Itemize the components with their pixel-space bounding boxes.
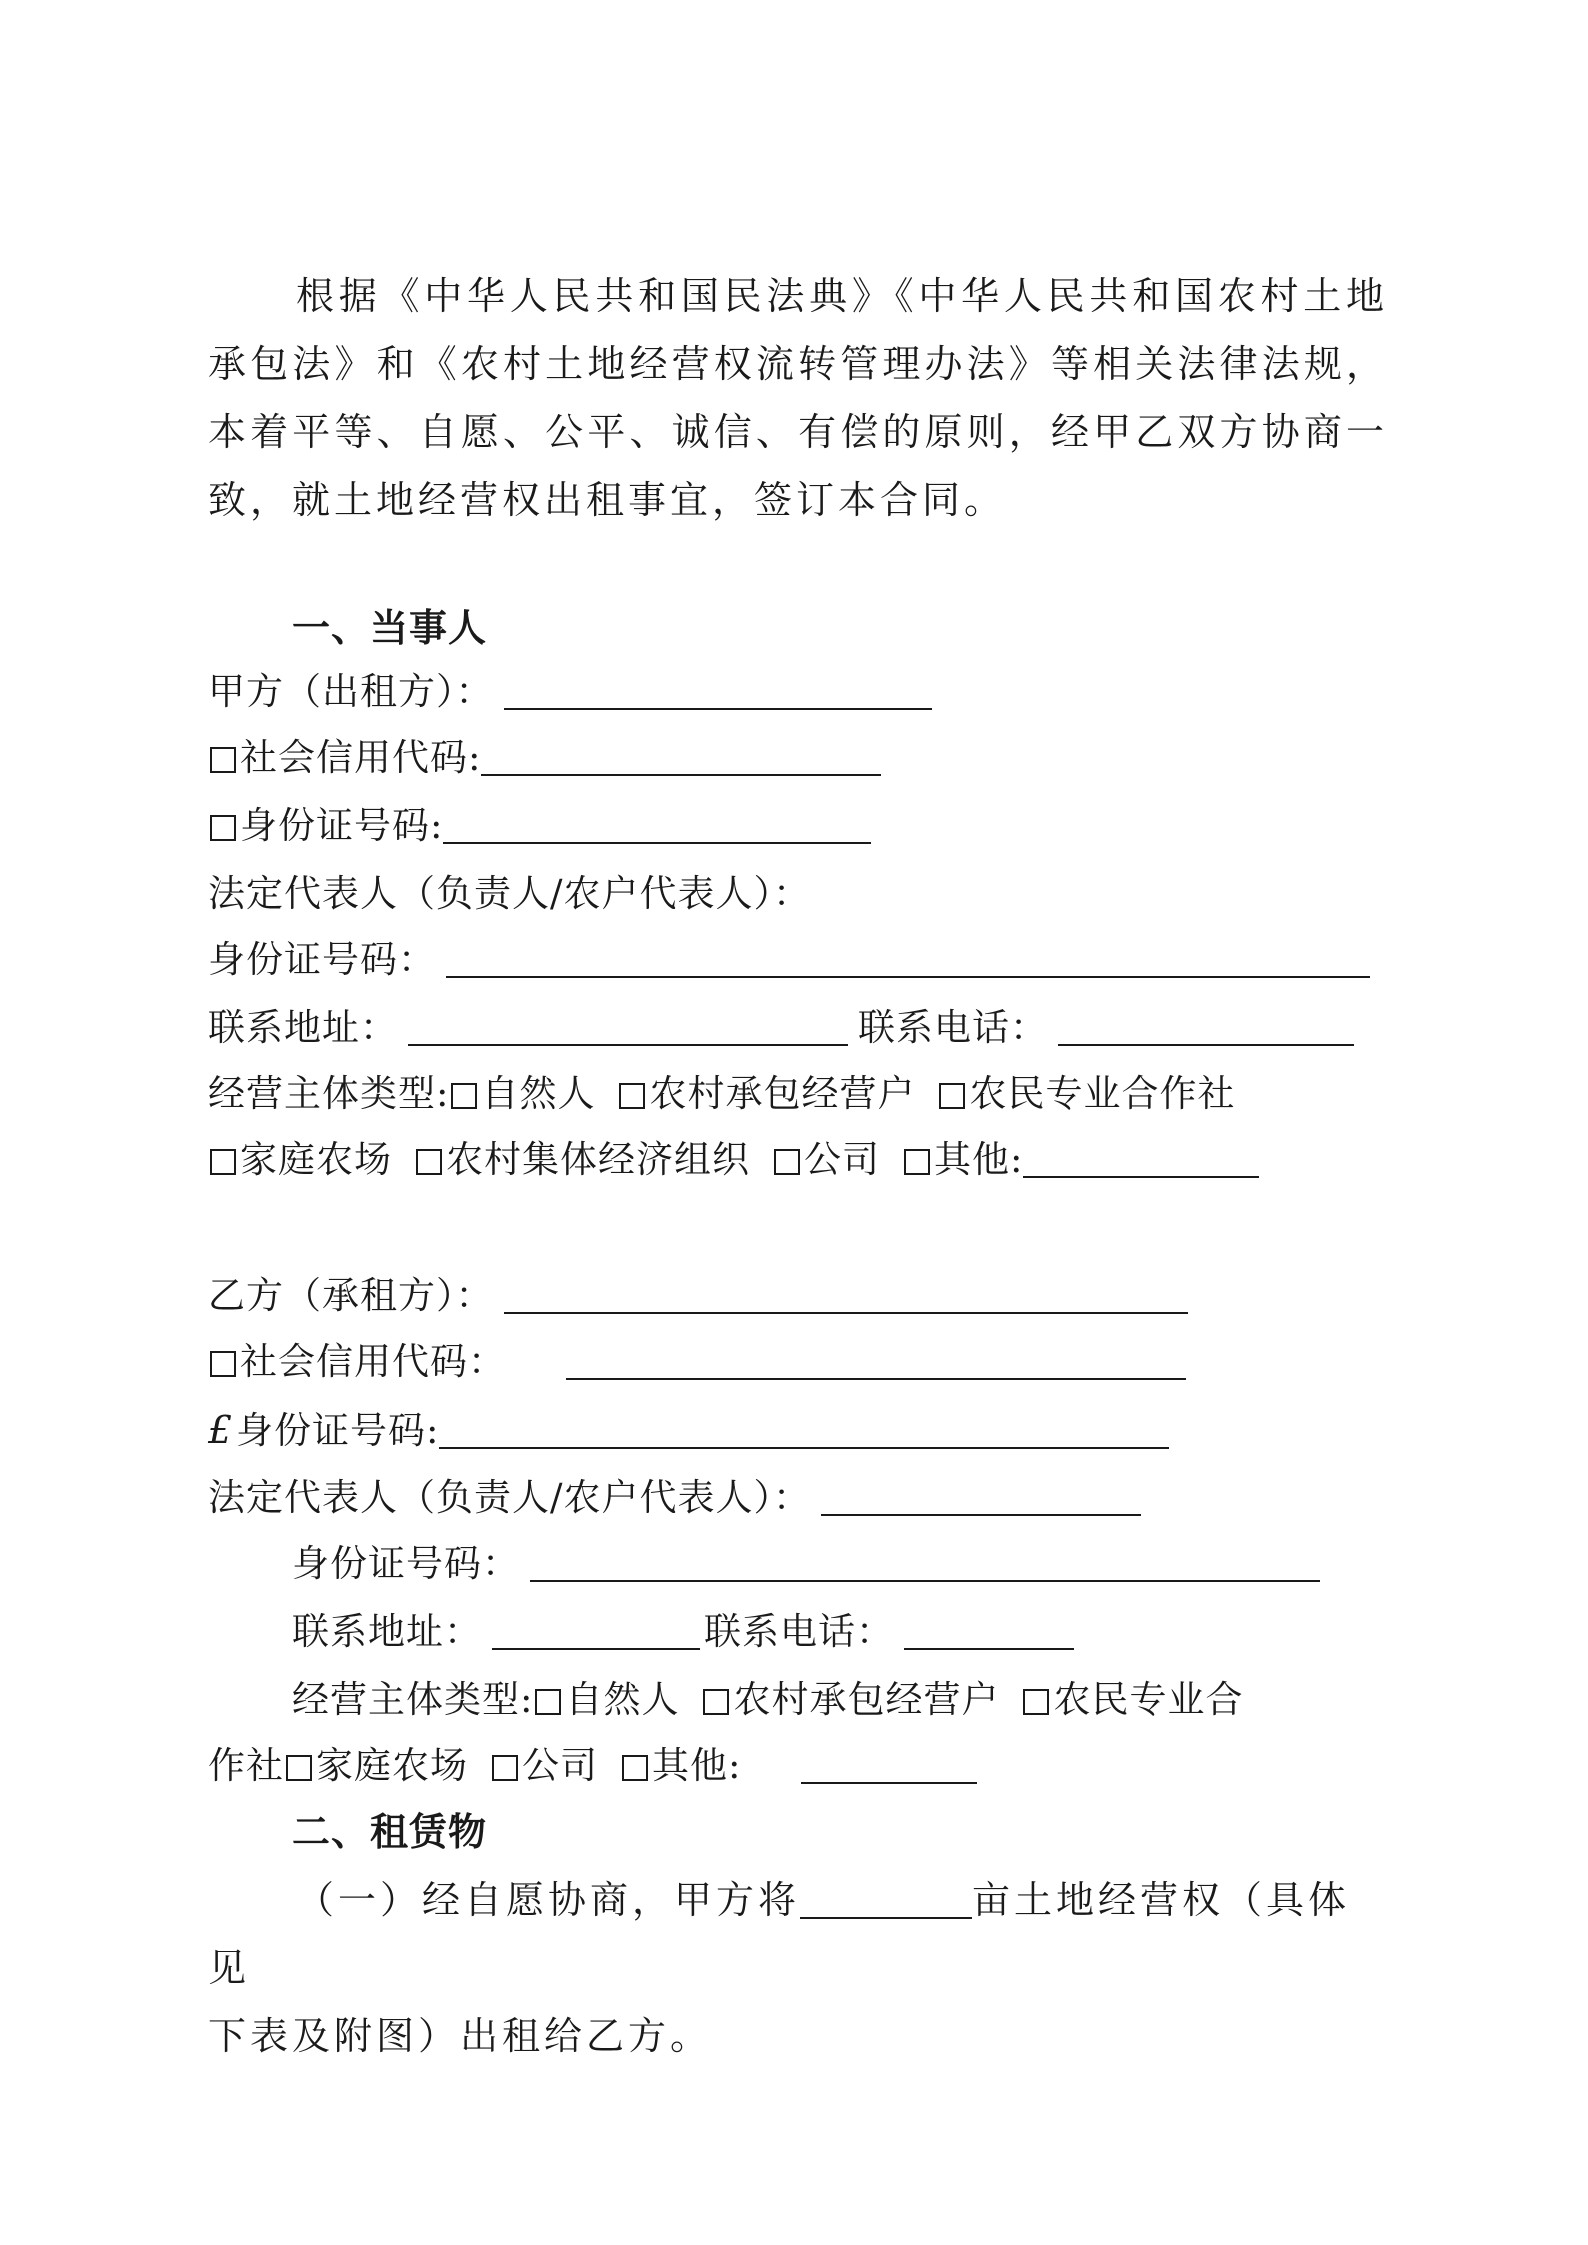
party-a-phone-label: 联系电话： [858,1006,1048,1049]
party-b-phone-label: 联系电话： [704,1610,894,1653]
party-a-coop-label: 农民专业合作社 [969,1072,1236,1115]
party-b-name-field[interactable] [504,1280,1188,1314]
party-b-natural-checkbox[interactable] [535,1689,561,1715]
party-a-collective-label: 农村集体经济组织 [446,1138,750,1181]
party-a-household-label: 农村承包经营户 [649,1072,916,1115]
party-a-household-checkbox[interactable] [619,1083,645,1109]
party-b-coop-label-b: 作社 [208,1744,284,1787]
party-a-credit-row [208,738,881,778]
party-b-other-label: 其他: [652,1744,742,1787]
party-a-id-row [208,806,871,846]
party-a-farm-label: 家庭农场 [240,1138,392,1181]
party-a-farm-checkbox[interactable] [210,1149,236,1175]
party-b-id-row [208,1410,1169,1451]
party-a-contact-row [208,1008,1354,1048]
party-a-natural-label: 自然人 [481,1072,596,1115]
party-b-company-checkbox[interactable] [492,1755,518,1781]
party-b-credit-checkbox[interactable] [210,1351,236,1377]
party-a-credit-checkbox[interactable] [210,747,236,773]
party-a-credit-field[interactable] [481,742,881,776]
party-b-credit-field[interactable] [566,1346,1186,1380]
party-b-entity-row2 [208,1746,977,1786]
party-a-other-label: 其他: [934,1138,1024,1181]
party-b-rep-id-row [292,1544,1320,1584]
party-a-credit-label: 社会信用代码: [240,736,482,779]
party-b-title-row [208,1276,1188,1316]
party-a-id-field[interactable] [443,810,871,844]
lease-area-field[interactable] [800,1885,972,1919]
party-a-collective-checkbox[interactable] [416,1149,442,1175]
party-a-entity-row2 [208,1140,1259,1180]
party-b-address-field[interactable] [492,1616,700,1650]
party-b-entity-row1 [292,1680,1243,1720]
party-b-other-checkbox[interactable] [622,1755,648,1781]
party-b-id-field[interactable] [439,1415,1169,1449]
party-b-entity-label: 经营主体类型: [292,1678,534,1721]
party-b-company-label: 公司 [522,1744,598,1787]
party-b-id-label: 身份证号码: [236,1409,440,1452]
party-a-rep-id-row [208,940,1370,980]
party-b-credit-row [208,1342,1186,1382]
party-a-rep-id-field[interactable] [446,944,1370,978]
party-a-rep-id-label: 身份证号码： [208,938,436,981]
party-a-id-label: 身份证号码: [240,804,444,847]
party-a-entity-label: 经营主体类型: [208,1072,450,1115]
party-a-other-checkbox[interactable] [904,1149,930,1175]
party-a-address-label: 联系地址： [208,1006,398,1049]
party-b-legal-rep: 法定代表人（负责人/农户代表人）： [208,1476,811,1519]
party-a-title: 甲方（出租方）： [208,670,494,713]
party-b-other-field[interactable] [801,1750,977,1784]
party-b-address-label: 联系地址： [292,1610,482,1653]
party-a-other-field[interactable] [1023,1144,1259,1178]
lease-paragraph [208,1866,1388,2070]
intro-paragraph: 根据《中华人民共和国民法典》《中华人民共和国农村土地承包法》和《农村土地经营权流转管理办法》等相关法律法规，本着平等、自愿、公平、诚信、有偿的原则，经甲乙双方协商一致，就土地经营权出租事宜，签订本合同。 [208,274,1388,522]
party-a-name-field[interactable] [504,676,932,710]
party-b-coop-label-a: 农民专业合 [1053,1678,1244,1721]
party-b-credit-label: 社会信用代码： [240,1340,506,1383]
lease-text-1: （一）经自愿协商，甲方将 [296,1878,801,1922]
party-a-address-field[interactable] [408,1012,848,1046]
party-b-natural-label: 自然人 [565,1678,680,1721]
party-a-company-checkbox[interactable] [774,1149,800,1175]
party-b-household-label: 农村承包经营户 [733,1678,1000,1721]
section-title-parties: 一、当事人 [292,606,488,650]
party-b-phone-field[interactable] [904,1616,1074,1650]
party-b-contact-row [292,1612,1074,1652]
party-b-farm-label: 家庭农场 [316,1744,468,1787]
party-a-phone-field[interactable] [1058,1012,1354,1046]
party-a-title-row [208,672,932,712]
section-title-lease-object: 二、租赁物 [292,1810,488,1854]
party-b-legal-rep-row [208,1478,1141,1518]
party-b-household-checkbox[interactable] [703,1689,729,1715]
lease-text-3: 下表及附图）出租给乙方。 [208,2014,713,2058]
party-a-entity-row1 [208,1074,1235,1114]
party-b-legal-rep-field[interactable] [821,1482,1141,1516]
party-a-id-checkbox[interactable] [210,815,236,841]
party-b-farm-checkbox[interactable] [286,1755,312,1781]
party-b-rep-id-field[interactable] [530,1548,1320,1582]
party-b-coop-checkbox[interactable] [1023,1689,1049,1715]
party-a-natural-checkbox[interactable] [451,1083,477,1109]
party-a-company-label: 公司 [804,1138,880,1181]
party-b-id-mark: £ [208,1408,234,1452]
lease-text-2: 亩土地经营权（具体见 [208,1878,1351,1990]
party-b-title: 乙方（承租方）： [208,1274,494,1317]
party-b-rep-id-label: 身份证号码： [292,1542,520,1585]
party-a-coop-checkbox[interactable] [939,1083,965,1109]
party-a-legal-rep: 法定代表人（负责人/农户代表人）： [208,872,811,915]
